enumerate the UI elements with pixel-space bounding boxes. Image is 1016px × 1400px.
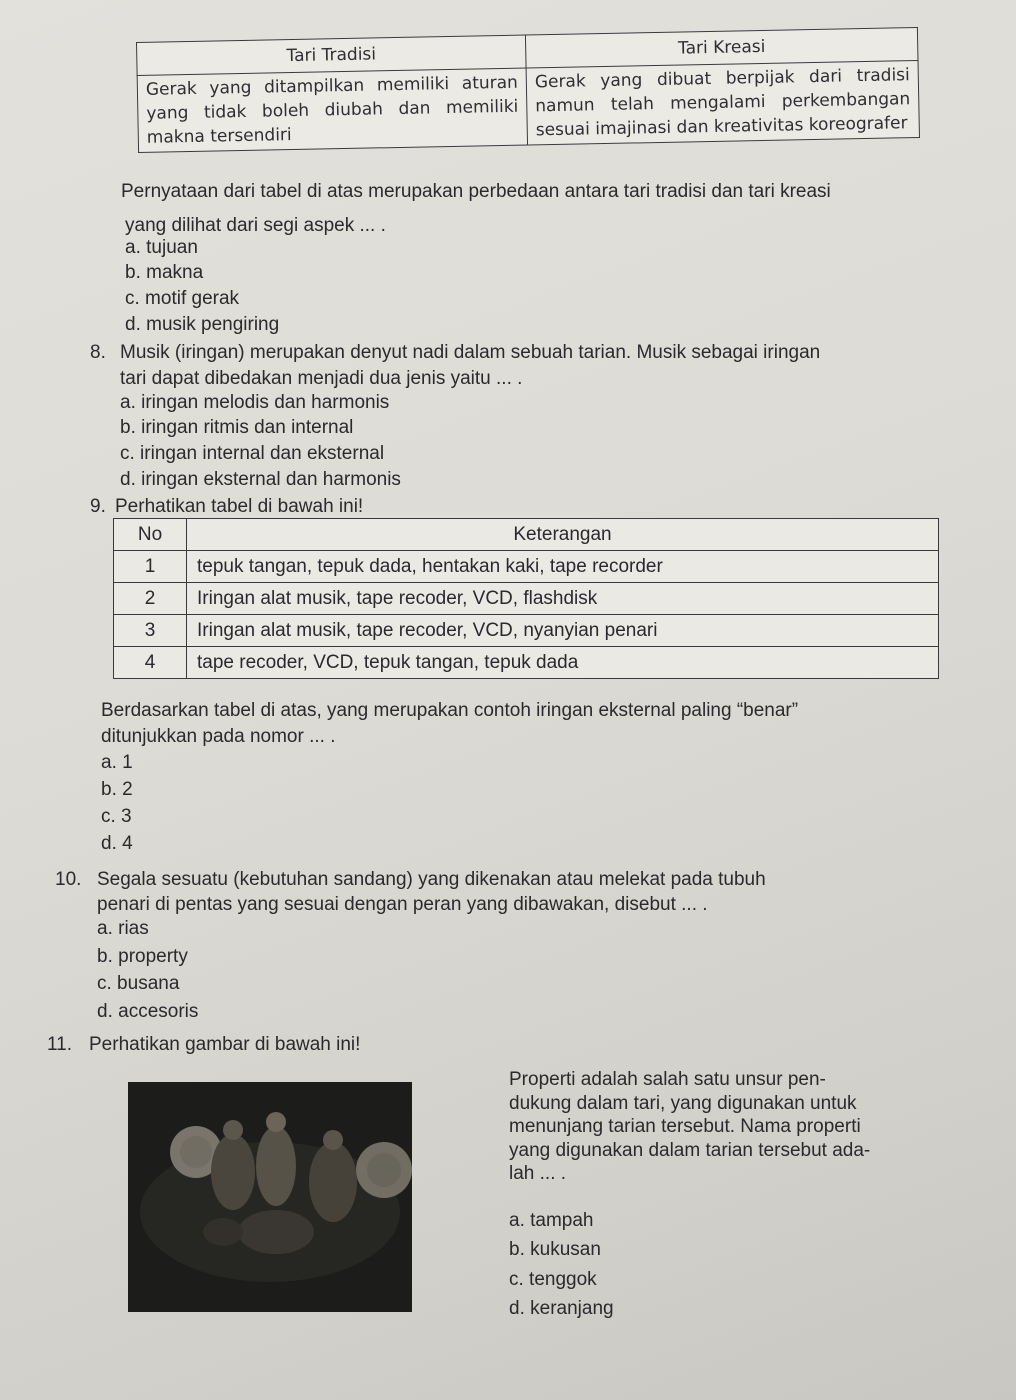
q10-option-c: c. busana: [97, 973, 180, 994]
header-keterangan: Keterangan: [187, 519, 939, 551]
cell-tari-tradisi: Gerak yang ditampilkan memiliki aturan yang tidak boleh diubah dan memiliki makna tersendiri: [137, 68, 527, 152]
row-no: 3: [114, 615, 187, 647]
table-header-row: [114, 519, 939, 551]
q10-number: 10.: [55, 869, 82, 890]
q9-option-a: a. 1: [101, 752, 133, 773]
q8-option-a: a. iringan melodis dan harmonis: [120, 392, 390, 413]
header-tari-tradisi: Tari Tradisi: [137, 35, 527, 75]
table-row: [114, 583, 939, 615]
header-no: No: [114, 519, 187, 551]
row-keterangan: tepuk tangan, tepuk dada, hentakan kaki, tape recorder: [187, 551, 939, 583]
header-tari-kreasi: Tari Kreasi: [525, 27, 918, 68]
q10-line2: penari di pentas yang sesuai dengan peran yang dibawakan, disebut ... .: [97, 894, 708, 915]
q11-paragraph: [509, 1068, 957, 1186]
q8-option-c: c. iringan internal dan eksternal: [120, 443, 385, 464]
q7-option-d: d. musik pengiring: [125, 314, 280, 335]
q9-number: 9.: [90, 496, 106, 517]
q10-line1: Segala sesuatu (kebutuhan sandang) yang dikenakan atau melekat pada tubuh: [97, 869, 766, 890]
q8-line1: Musik (iringan) merupakan denyut nadi dalam sebuah tarian. Musik sebagai iringan: [120, 342, 821, 363]
q9-option-c: c. 3: [101, 806, 132, 827]
q7-line2: yang dilihat dari segi aspek ... .: [125, 215, 386, 236]
row-keterangan: tape recoder, VCD, tepuk tangan, tepuk dada: [187, 647, 939, 679]
row-no: 1: [114, 551, 187, 583]
q7-option-a: a. tujuan: [125, 237, 198, 258]
q11-text-line: dukung dalam tari, yang digunakan untuk: [509, 1092, 857, 1114]
q11-option-c: c. tenggok: [509, 1269, 597, 1290]
q9-option-d: d. 4: [101, 833, 133, 854]
iringan-table: [113, 518, 939, 679]
q11-text-line: lah ... .: [509, 1163, 567, 1184]
q7-line1: Pernyataan dari tabel di atas merupakan perbedaan antara tari tradisi dan tari kreasi: [121, 181, 831, 202]
q11-option-b: b. kukusan: [509, 1239, 601, 1260]
table-row: [114, 615, 939, 647]
table-row: [114, 647, 939, 679]
comparison-table: [136, 27, 920, 153]
q8-option-b: b. iringan ritmis dan internal: [120, 417, 354, 438]
q11-intro: Perhatikan gambar di bawah ini!: [89, 1034, 361, 1055]
row-keterangan: Iringan alat musik, tape recoder, VCD, nyanyian penari: [187, 615, 939, 647]
table-row: [114, 551, 939, 583]
q11-text-line: Properti adalah salah satu unsur pen-: [509, 1069, 826, 1090]
q11-option-d: d. keranjang: [509, 1298, 614, 1319]
q11-number: 11.: [47, 1034, 73, 1055]
q9-intro: Perhatikan tabel di bawah ini!: [115, 496, 364, 517]
q7-option-b: b. makna: [125, 262, 204, 283]
q8-line2: tari dapat dibedakan menjadi dua jenis yaitu ... .: [120, 368, 523, 389]
row-no: 2: [114, 583, 187, 615]
q10-option-b: b. property: [97, 946, 188, 967]
q9-line2: ditunjukkan pada nomor ... .: [101, 726, 336, 747]
q7-option-c: c. motif gerak: [125, 288, 240, 309]
row-keterangan: Iringan alat musik, tape recoder, VCD, flashdisk: [187, 583, 939, 615]
cell-tari-kreasi: Gerak yang dibuat berpijak dari tradisi namun telah mengalami perkembangan sesuai imajinasi dan kreativitas koreografer: [526, 60, 919, 145]
q10-option-d: d. accesoris: [97, 1001, 199, 1022]
q9-line1: Berdasarkan tabel di atas, yang merupakan contoh iringan eksternal paling “benar”: [101, 700, 799, 721]
q8-option-d: d. iringan eksternal dan harmonis: [120, 469, 401, 490]
q11-text-line: menunjang tarian tersebut. Nama properti: [509, 1116, 861, 1137]
q10-option-a: a. rias: [97, 918, 149, 939]
q8-number: 8.: [90, 342, 106, 363]
q11-option-a: a. tampah: [509, 1210, 594, 1231]
q11-text-line: yang digunakan dalam tarian tersebut ada-: [509, 1139, 871, 1161]
dancers-image: [128, 1082, 412, 1312]
q9-option-b: b. 2: [101, 779, 133, 800]
row-no: 4: [114, 647, 187, 679]
dance-photo: [128, 1082, 412, 1312]
